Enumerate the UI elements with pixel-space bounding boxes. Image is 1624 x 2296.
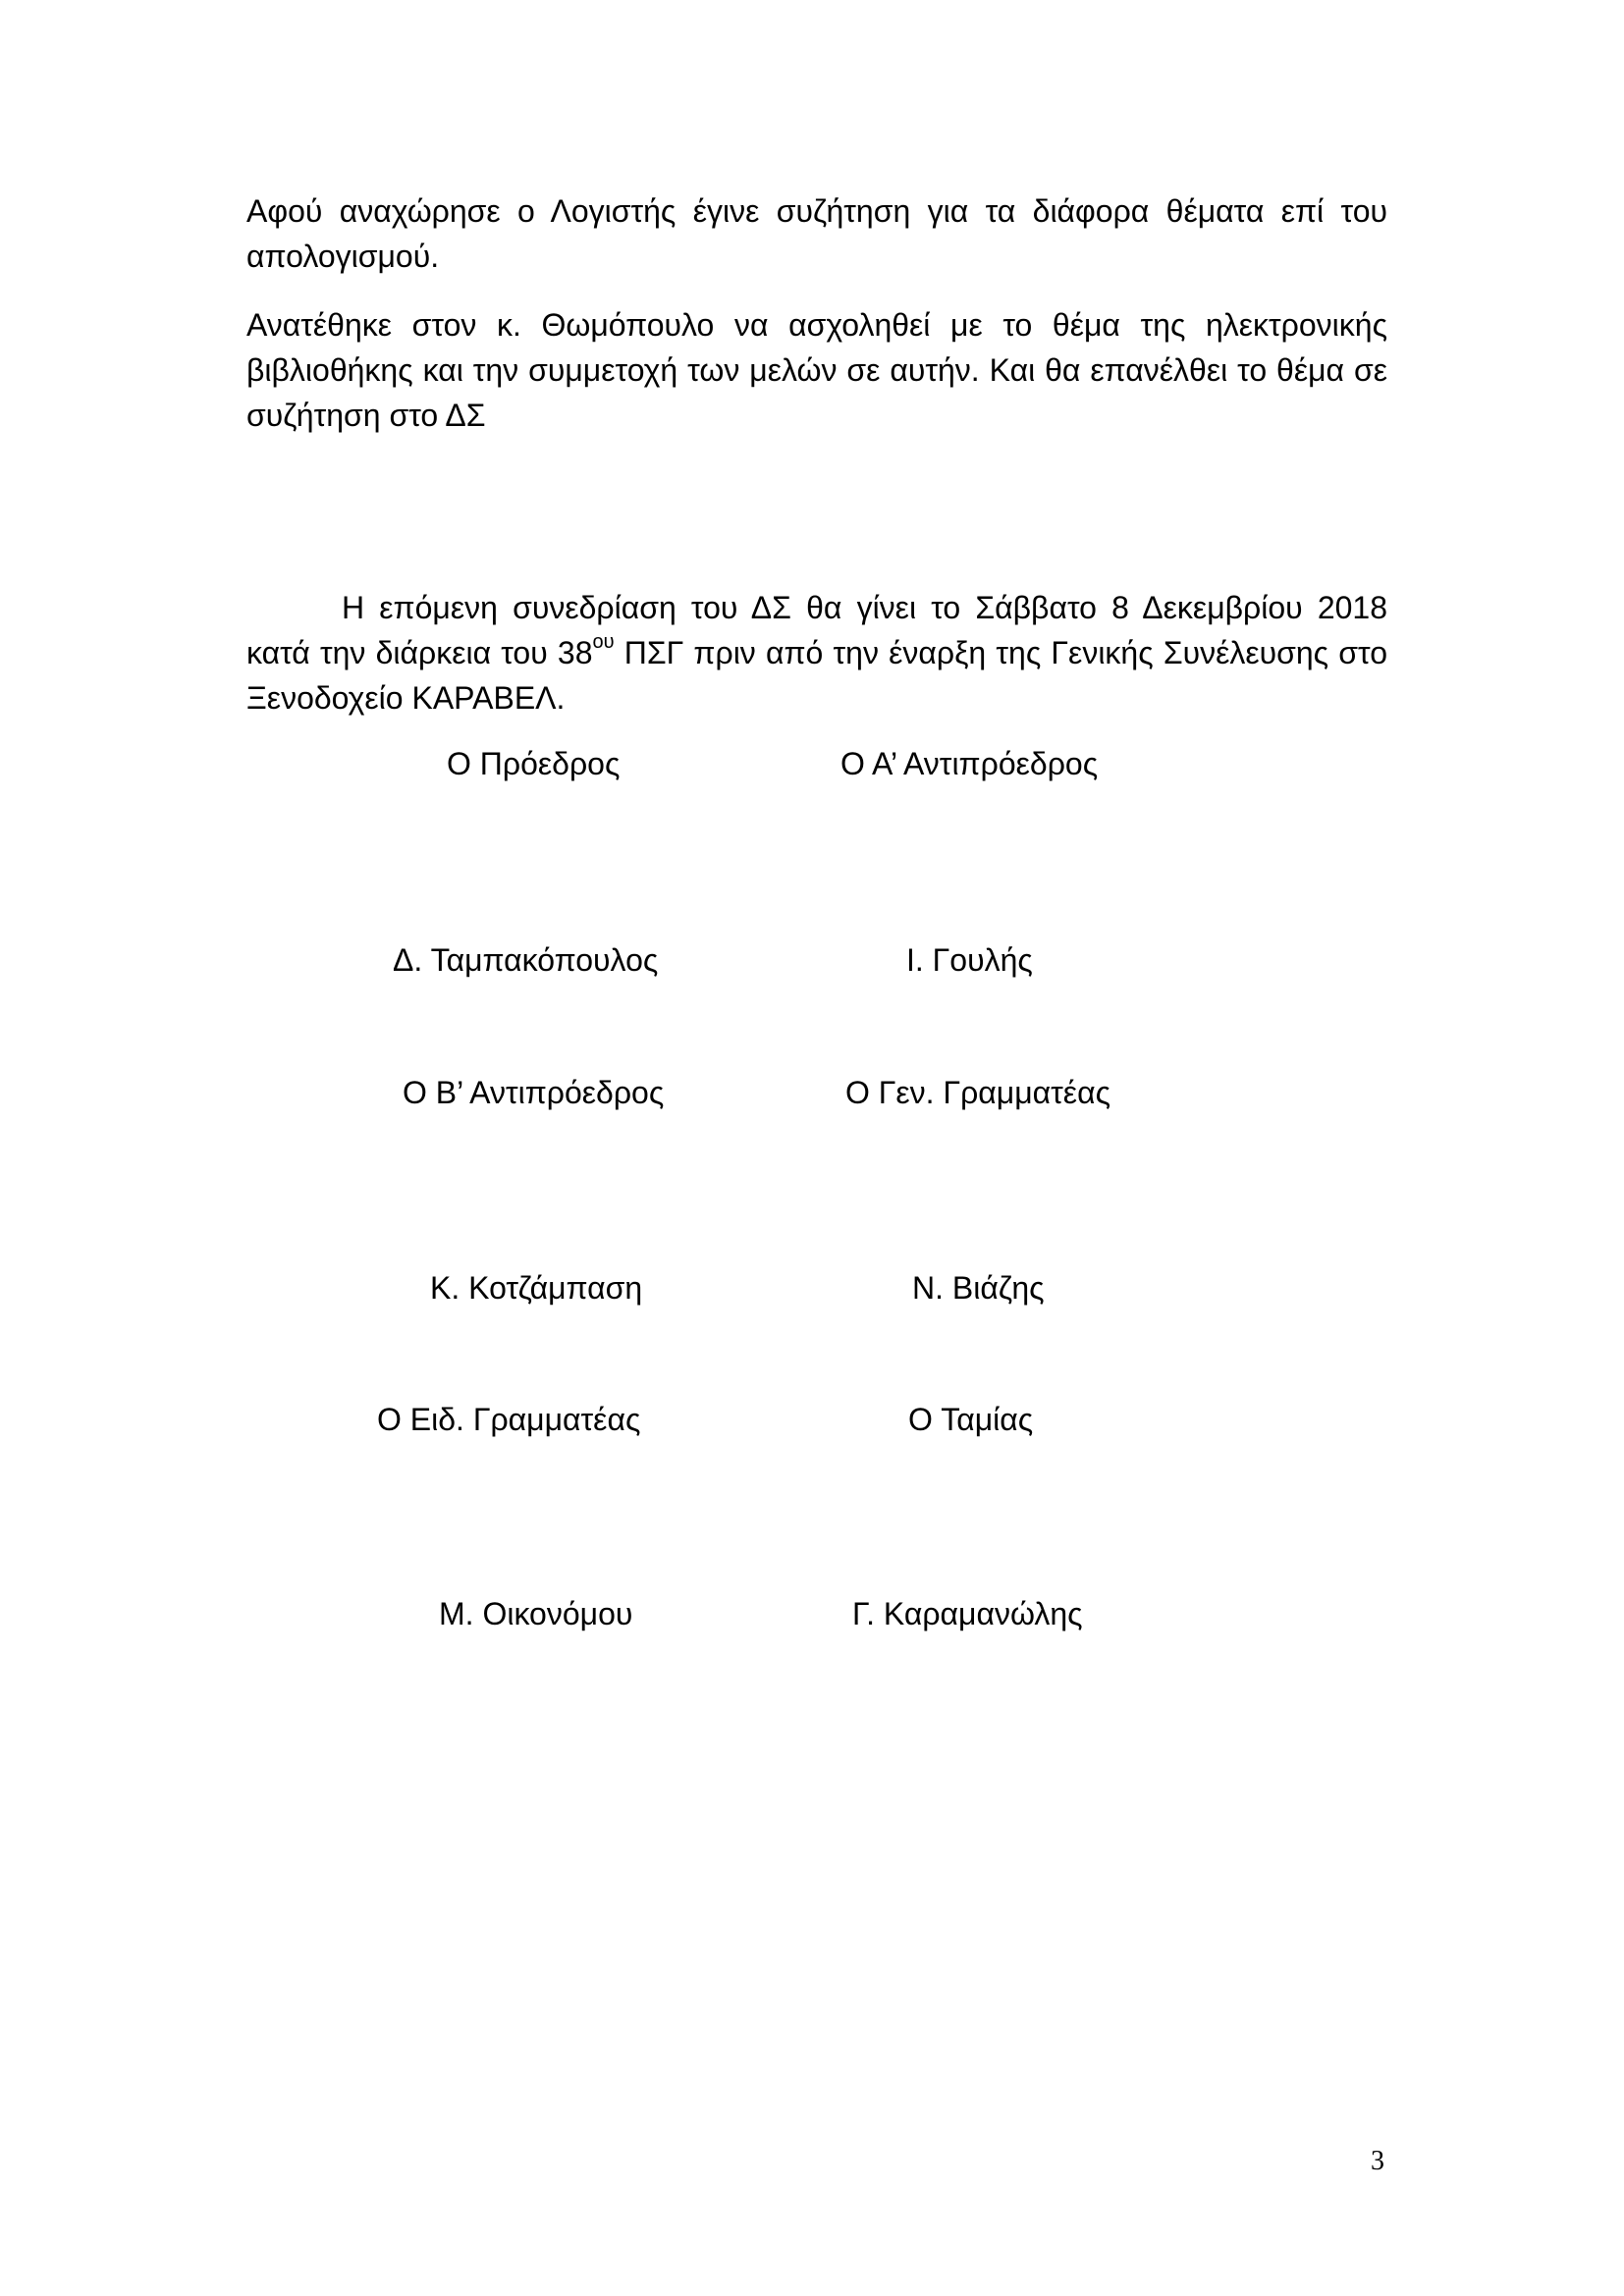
vice-b-name: Κ. Κοτζάμπαση (430, 1270, 643, 1306)
president-name: Δ. Ταμπακόπουλος (393, 942, 659, 978)
special-secretary-title: Ο Ειδ. Γραμματέας (377, 1402, 641, 1437)
vice-a-name: Ι. Γουλής (906, 942, 1033, 978)
paragraph-electronic-library: Ανατέθηκε στον κ. Θωμόπουλο να ασχοληθεί με το θέμα της ηλεκτρονικής βιβλιοθήκης και την συμμετοχή των μελών σε αυτήν. Και θα επανέλθει το θέμα σε συζήτηση στο ΔΣ (246, 307, 1387, 433)
ordinal-superscript: ου (592, 631, 615, 654)
vice-a-title: Ο Α’ Αντιπρόεδρος (840, 746, 1099, 781)
gen-secretary-title: Ο Γεν. Γραμματέας (845, 1075, 1110, 1110)
gen-secretary-name: Ν. Βιάζης (912, 1270, 1045, 1306)
next-meeting-text-start: Η επόμενη συνεδρίαση του ΔΣ θα γίνει το Σάββατο 8 Δεκεμβρίου 2018 κατά την διάρκεια του 38 (246, 590, 1387, 670)
treasurer-name: Γ. Καραμανώλης (852, 1596, 1083, 1631)
paragraph-accountant-departure: Αφού αναχώρησε ο Λογιστής έγινε συζήτηση για τα διάφορα θέματα επί του απολογισμού. (246, 193, 1387, 274)
page-number: 3 (1371, 2146, 1384, 2176)
vice-b-title: Ο Β’ Αντιπρόεδρος (403, 1075, 665, 1110)
treasurer-title: Ο Ταμίας (908, 1402, 1034, 1437)
special-secretary-name: Μ. Οικονόμου (439, 1596, 633, 1631)
paragraph-next-meeting (246, 585, 1387, 721)
president-title: Ο Πρόεδρος (447, 746, 621, 781)
next-meeting-text-end: ΠΣΓ πριν από την έναρξη της Γενικής Συνέλευσης στο Ξενοδοχείο ΚΑΡΑΒΕΛ. (246, 635, 1388, 716)
